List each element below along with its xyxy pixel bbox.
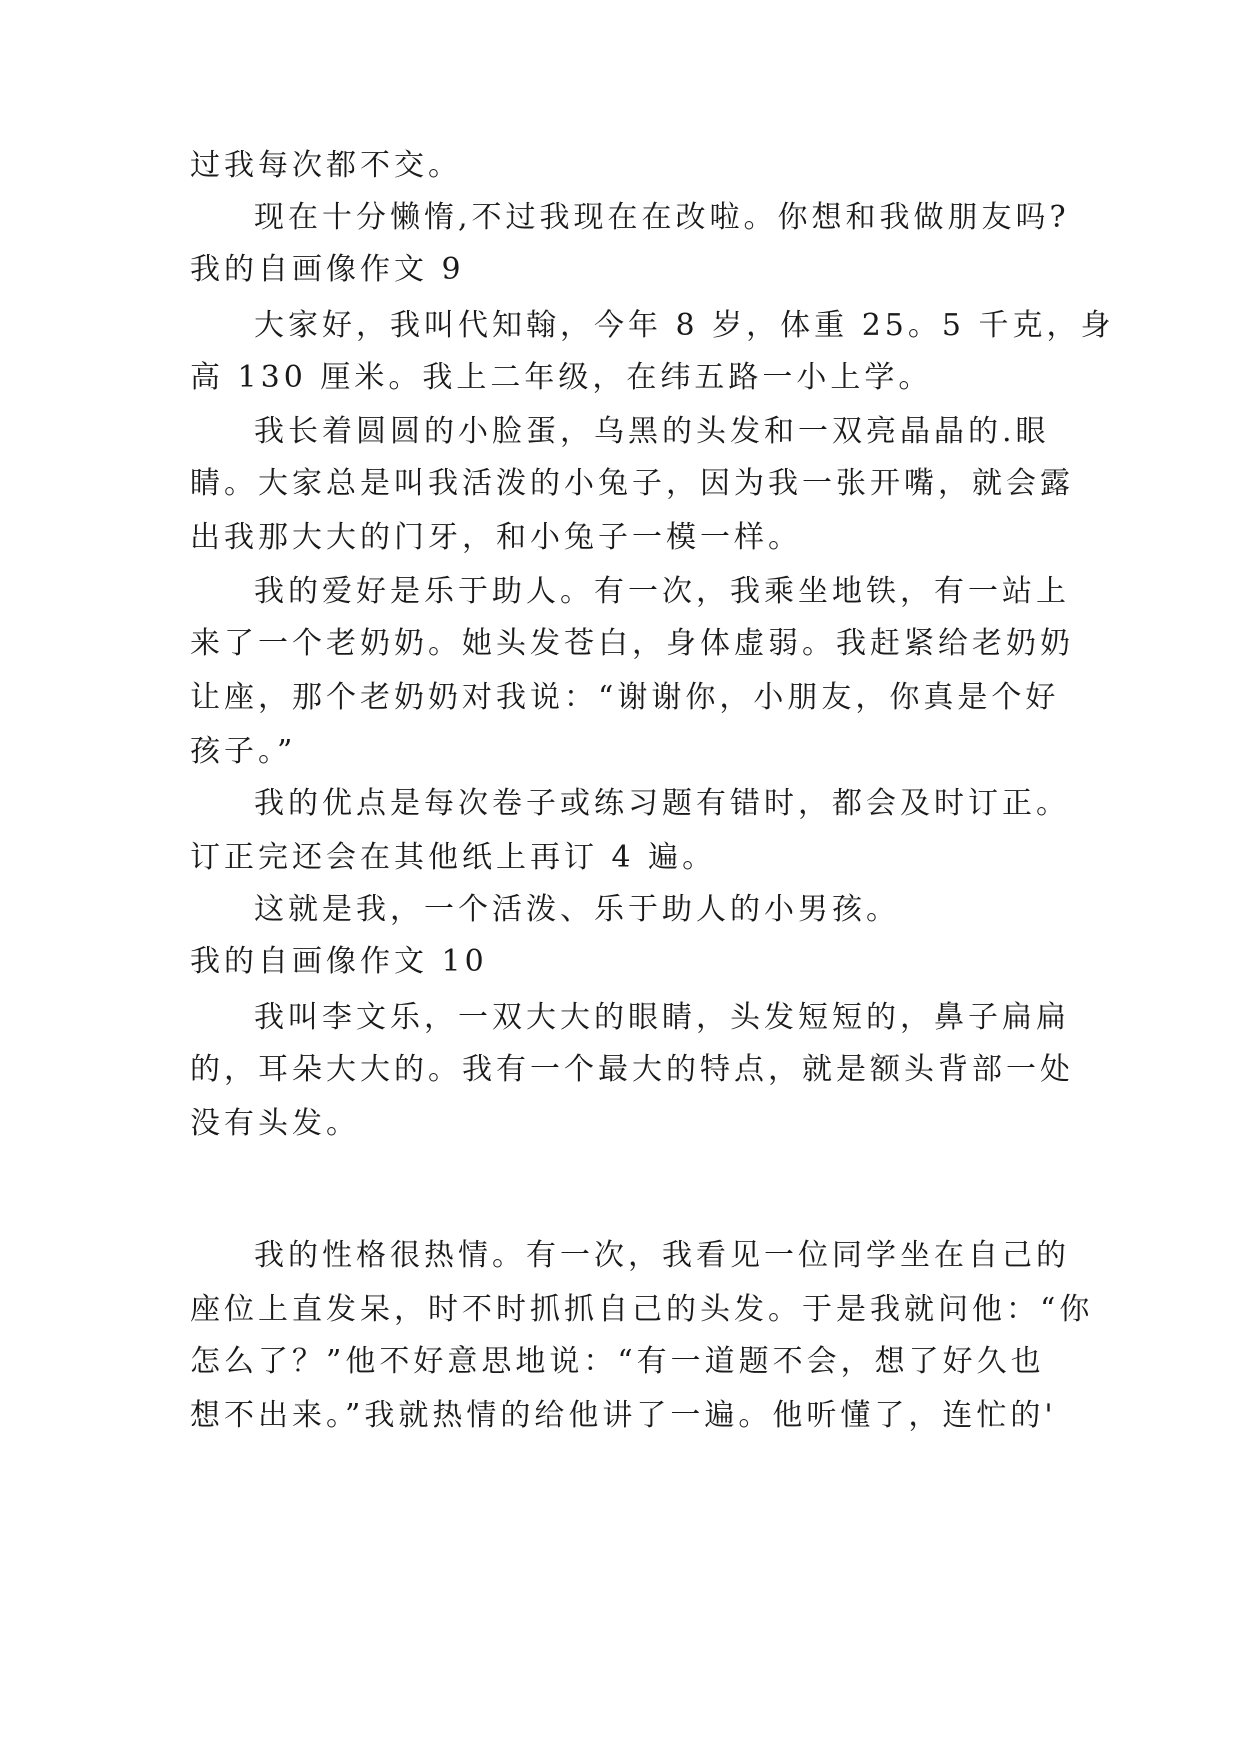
text-line: 想不出来。”我就热情的给他讲了一遍。他听懂了，连忙的' <box>190 1398 1057 1433</box>
text-line: 我长着圆圆的小脸蛋，乌黑的头发和一双亮晶晶的.眼 <box>254 414 1050 449</box>
text-line: 座位上直发呆，时不时抓抓自己的头发。于是我就问他：“你 <box>190 1292 1094 1327</box>
text-line: 睛。大家总是叫我活泼的小兔子，因为我一张开嘴，就会露 <box>190 466 1074 501</box>
text-line: 孩子。” <box>190 734 297 769</box>
text-line: 这就是我，一个活泼、乐于助人的小男孩。 <box>254 892 900 927</box>
text-line: 订正完还会在其他纸上再订 4 遍。 <box>190 840 717 875</box>
section-heading: 我的自画像作文 9 <box>190 252 465 287</box>
text-line: 过我每次都不交。 <box>190 148 462 183</box>
text-line: 我的爱好是乐于助人。有一次，我乘坐地铁，有一站上 <box>254 574 1070 609</box>
text-line: 来了一个老奶奶。她头发苍白，身体虚弱。我赶紧给老奶奶 <box>190 626 1074 661</box>
text-line: 大家好，我叫代知翰，今年 8 岁，体重 25。5 千克，身 <box>254 308 1115 343</box>
text-line: 没有头发。 <box>190 1106 360 1141</box>
text-line: 怎么了？”他不好意思地说：“有一道题不会，想了好久也 <box>190 1344 1045 1379</box>
text-line: 我叫李文乐，一双大大的眼睛，头发短短的，鼻子扁扁 <box>254 1000 1070 1035</box>
text-line: 现在十分懒惰,不过我现在在改啦。你想和我做朋友吗? <box>254 200 1070 235</box>
text-line: 我的性格很热情。有一次，我看见一位同学坐在自己的 <box>254 1238 1070 1273</box>
text-line: 出我那大大的门牙，和小兔子一模一样。 <box>190 520 802 555</box>
text-line: 的，耳朵大大的。我有一个最大的特点，就是额头背部一处 <box>190 1052 1074 1087</box>
text-line: 我的优点是每次卷子或练习题有错时，都会及时订正。 <box>254 786 1070 821</box>
text-line: 让座，那个老奶奶对我说：“谢谢你，小朋友，你真是个好 <box>190 680 1060 715</box>
text-line: 高 130 厘米。我上二年级，在纬五路一小上学。 <box>190 360 933 395</box>
section-heading: 我的自画像作文 10 <box>190 944 488 979</box>
